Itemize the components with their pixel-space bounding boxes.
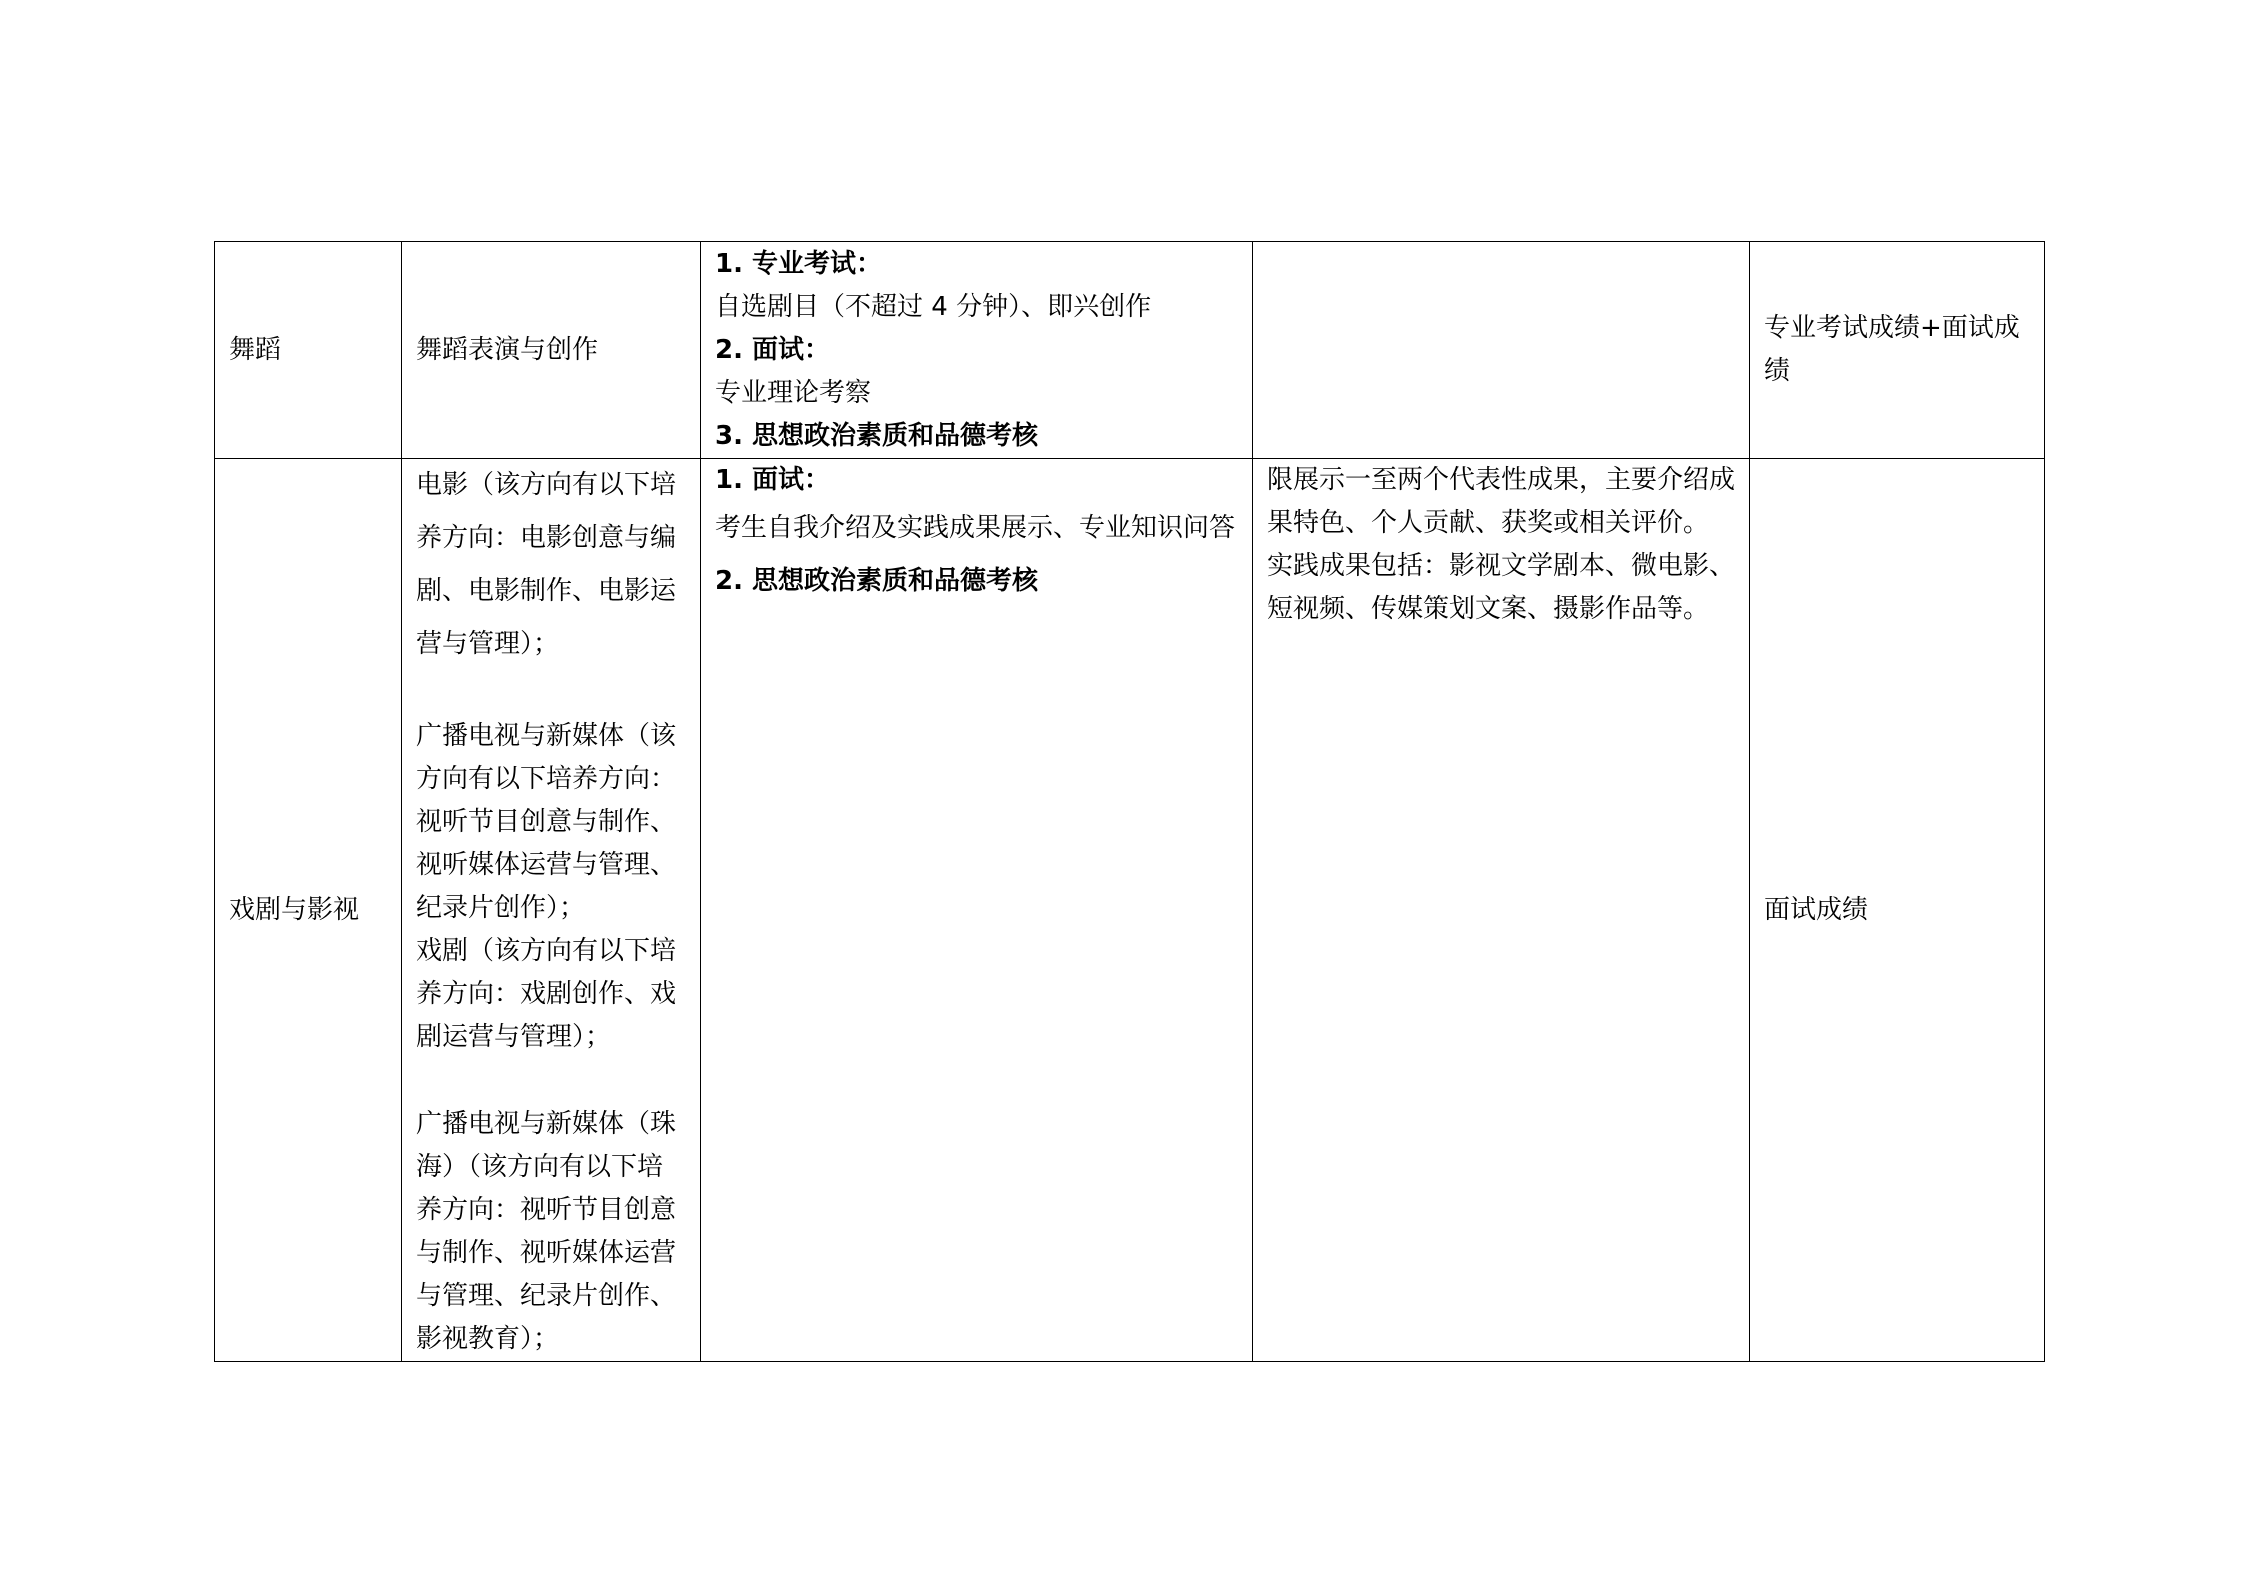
table-row-drama [215, 459, 2045, 1362]
cell-major [402, 242, 701, 459]
materials-paragraph: 实践成果包括：影视文学剧本、微电影、短视频、传媒策划文案、摄影作品等。 [1267, 551, 1736, 624]
exam-item-heading: 2. 思想政治素质和品德考核 [715, 566, 1039, 596]
direction-item: 广播电视与新媒体（该方向有以下培养方向：视听节目创意与制作、视听媒体运营与管理、纪录片创作）； [416, 721, 677, 923]
cell-exam [701, 459, 1253, 1362]
cell-scoring [1750, 242, 2045, 459]
direction-item: 电影（该方向有以下培养方向：电影创意与编剧、电影制作、电影运营与管理）； [416, 470, 677, 659]
cell-exam [701, 242, 1253, 459]
admission-table [214, 241, 2045, 1362]
exam-item-heading: 1. 面试： [715, 465, 831, 495]
cell-scoring [1750, 459, 2045, 1362]
cell-directions [402, 459, 701, 1362]
exam-item-heading: 3. 思想政治素质和品德考核 [715, 420, 1039, 451]
table-row-dance [215, 242, 2045, 459]
materials-paragraph: 限展示一至两个代表性成果，主要介绍成果特色、个人贡献、获奖或相关评价。 [1267, 465, 1736, 538]
exam-item-heading: 2. 面试： [715, 334, 831, 365]
cell-category [215, 459, 402, 1362]
cell-materials [1253, 242, 1750, 459]
cell-materials [1253, 459, 1750, 1362]
scoring-text: 专业考试成绩+面试成绩 [1764, 313, 2020, 386]
scoring-text: 面试成绩 [1764, 894, 1869, 925]
exam-item-detail: 考生自我介绍及实践成果展示、专业知识问答 [715, 513, 1236, 543]
category-label: 戏剧与影视 [229, 894, 360, 925]
category-label: 舞蹈 [229, 334, 282, 365]
exam-item-heading: 1. 专业考试： [715, 248, 883, 279]
exam-item-detail: 专业理论考察 [715, 377, 872, 408]
major-label: 舞蹈表演与创作 [416, 334, 599, 365]
cell-category [215, 242, 402, 459]
direction-item: 广播电视与新媒体（珠海）（该方向有以下培养方向：视听节目创意与制作、视听媒体运营与管理、纪录片创作、影视教育）； [416, 1109, 677, 1354]
exam-item-detail: 自选剧目（不超过 4 分钟）、即兴创作 [715, 291, 1152, 322]
direction-item: 戏剧（该方向有以下培养方向：戏剧创作、戏剧运营与管理）； [416, 936, 677, 1052]
